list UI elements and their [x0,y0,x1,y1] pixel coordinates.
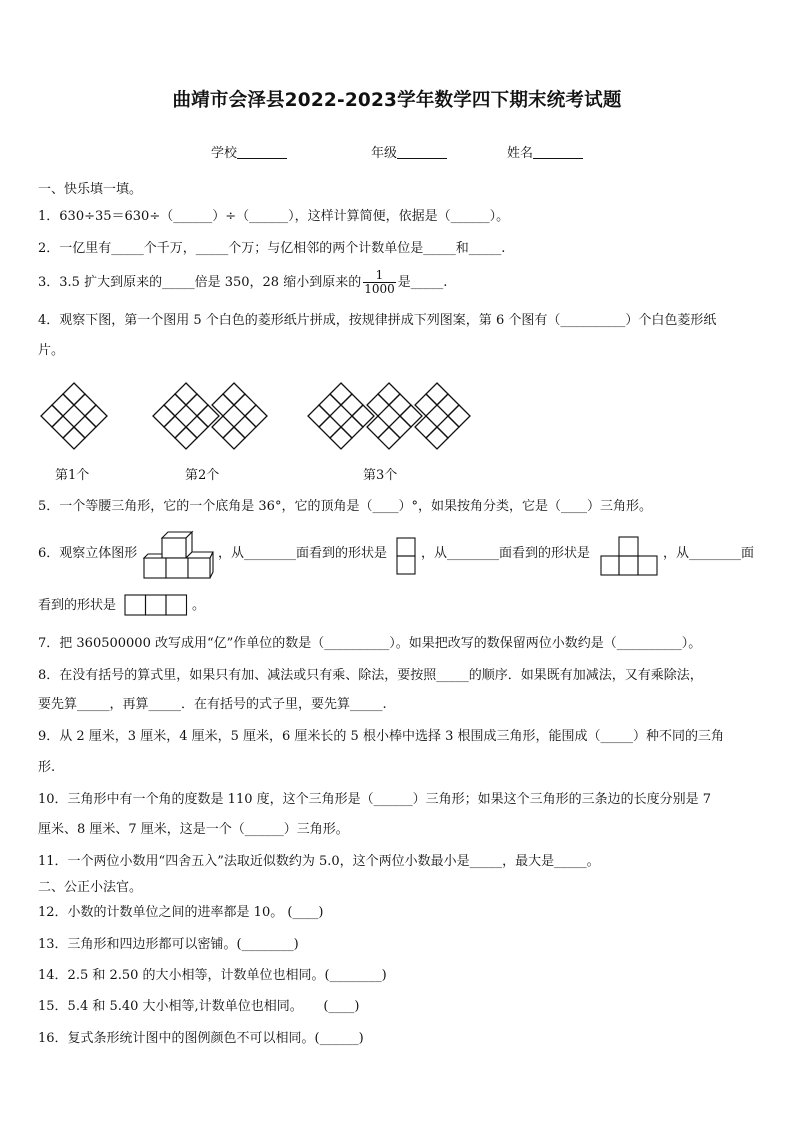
rhombus-pattern-2 [150,380,275,450]
question-14: 14．2.5 和 2.50 的大小相等，计数单位也相同。(________) [38,968,387,983]
name-blank[interactable] [533,145,583,159]
question-10-line-1: 10．三角形中有一个角的度数是 110 度，这个三角形是（______）三角形；如果这个三角形的三条边的长度分别是 7 [38,792,712,807]
figure-1-caption: 第1个 [55,468,90,483]
question-3-part-b: 是_____. [397,275,448,290]
name-field [507,142,583,161]
question-6-part-e: 看到的形状是 [38,598,117,613]
question-4-line-2: 片。 [38,343,65,358]
question-9-line-2: 形. [38,760,56,775]
section-1-heading: 一、快乐填一填。 [38,182,143,197]
question-6-part-d: ，从________面 [663,546,755,561]
question-5: 5．一个等腰三角形，它的一个底角是 36°，它的顶角是（____）°，如果按角分类，它是（____）三角形。 [38,499,652,514]
question-11: 11．一个两位小数用“四舍五入”法取近似数约为 5.0，这个两位小数最小是_____，最大是_____。 [38,854,600,869]
figure-2-caption: 第2个 [185,468,220,483]
section-2-heading: 二、公正小法官。 [38,880,143,895]
grade-label: 年级 [371,146,398,161]
question-6-part-c: ，从________面看到的形状是 [421,546,591,561]
view-shape-3 [124,594,188,616]
question-6-part-a: 6．观察立体图形 [38,546,138,561]
view-shape-2 [600,536,658,576]
question-7: 7．把 360500000 改写成用“亿”作单位的数是（__________）。如果把改写的数保留两位小数约是（__________）。 [38,636,702,651]
fraction-numerator: 1 [363,269,396,283]
rhombus-pattern-1 [38,380,113,450]
page-title: 曲靖市会泽县2022-2023学年数学四下期末统考试题 [172,90,622,111]
question-8-line-1: 8．在没有括号的算式里，如果只有加、减法或只有乘、除法，要按照_____的顺序．如果既有加减法，又有乘除法， [38,668,703,683]
question-3 [38,268,447,298]
question-3-part-a: 3．3.5 扩大到原来的_____倍是 350，28 缩小到原来的 [38,275,362,290]
rhombus-pattern-3 [305,380,475,450]
figure-3-caption: 第3个 [363,468,398,483]
question-15: 15．5.4 和 5.40 大小相等,计数单位也相同。 (____) [38,999,360,1014]
question-9-line-1: 9．从 2 厘米，3 厘米，4 厘米，5 厘米，6 厘米长的 5 根小棒中选择 3 根围成三角形，能围成（_____）种不同的三角 [38,729,724,744]
school-label: 学校 [211,146,238,161]
question-6-part-b: ，从________面看到的形状是 [218,546,388,561]
question-13: 13．三角形和四边形都可以密铺。(________) [38,937,299,952]
fraction-denominator: 1000 [364,282,395,296]
question-8-line-2: 要先算_____，再算_____．在有括号的式子里，要先算_____. [38,697,387,712]
question-1: 1．630÷35＝630÷（______）÷（______），这样计算简便，依据是（______）。 [38,209,510,224]
3d-cube-figure [142,530,214,580]
question-12: 12．小数的计数单位之间的进率都是 10。 (____) [38,905,324,920]
grade-blank[interactable] [397,145,447,159]
grade-field [371,142,447,161]
question-16: 16．复式条形统计图中的图例颜色不可以相同。(______) [38,1031,364,1046]
fraction [363,269,396,296]
question-4-line-1: 4．观察下图，第一个图用 5 个白色的菱形纸片拼成，按规律拼成下列图案，第 6 个图有（__________）个白色菱形纸 [38,313,717,328]
question-10-line-2: 厘米、8 厘米、7 厘米，这是一个（______）三角形。 [38,822,349,837]
school-blank[interactable] [237,145,287,159]
view-shape-1 [396,537,416,575]
name-label: 姓名 [507,146,534,161]
question-6-line-2 [38,598,116,614]
question-6-part-f: 。 [192,598,206,613]
question-2: 2．一亿里有_____个千万，_____个万；与亿相邻的两个计数单位是_____和_____. [38,241,506,256]
school-field [211,142,287,161]
